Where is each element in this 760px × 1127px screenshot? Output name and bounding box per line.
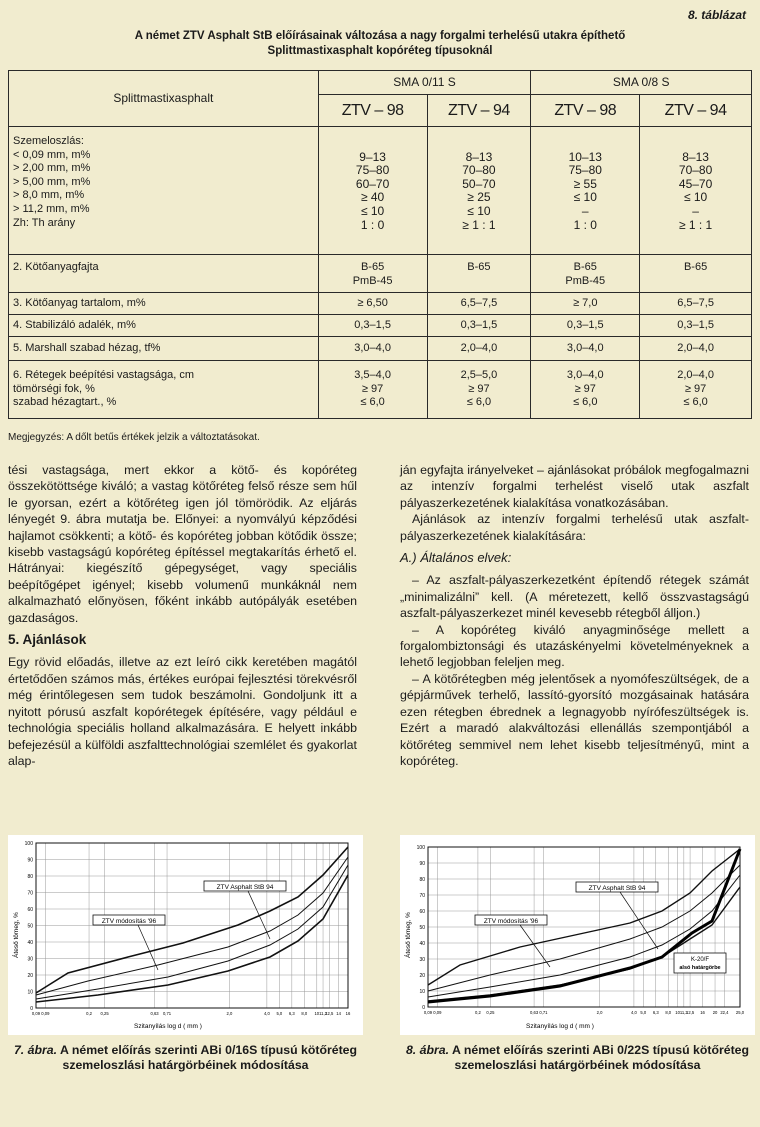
- cell-value: 3,0–4,0: [354, 341, 391, 354]
- cell-value: 75–80: [568, 163, 602, 178]
- row-label: tömörségi fok, %: [13, 382, 95, 395]
- group-header: SMA 0/11 S: [318, 71, 531, 95]
- figure-8-caption: 8. ábra. A német előírás szerinti ABi 0/22S típusú kötőréteg szemeloszlási határgörbéinek módosítása: [405, 1043, 750, 1072]
- row-label: 4. Stabilizáló adalék, m%: [13, 318, 136, 331]
- x-tick-label: 0,09: [423, 1010, 433, 1015]
- cell-value: ≥ 55: [573, 176, 597, 191]
- y-tick-label: 20: [27, 973, 33, 979]
- y-tick-label: 10: [419, 989, 425, 995]
- spec-table: [8, 70, 752, 419]
- cell-value: 3,0–4,0: [566, 341, 604, 354]
- x-tick-label: 2,0: [226, 1011, 233, 1016]
- table-row: [9, 293, 752, 315]
- y-tick-label: 70: [27, 890, 33, 897]
- cell-value: –: [692, 203, 699, 218]
- column-header: ZTV – 98: [318, 95, 427, 127]
- y-tick-label: 60: [419, 909, 425, 915]
- column-header: ZTV – 94: [640, 95, 752, 127]
- y-tick-label: 90: [419, 861, 425, 867]
- cell-value: ≤ 6,0: [683, 396, 708, 409]
- x-tick-label: 12,5: [325, 1011, 334, 1016]
- table-row: [9, 337, 752, 361]
- figure-8-chart: [400, 835, 755, 1035]
- cell-value: ≤ 10: [360, 203, 385, 218]
- paragraph: – Az aszfalt-pályaszerkezetként építendő rétegek számát „minimalizálni” kell. (A méretezett, kellő összvastagságú aszfalt-pályaszerkezet minél kevesebb rétegből álljon.): [400, 573, 749, 621]
- cell-value: 0,3–1,5: [460, 318, 498, 331]
- table-title-line2: Splittmastixasphalt kopóréteg típusoknál: [267, 45, 493, 57]
- x-tick-label: 10: [675, 1010, 680, 1015]
- cell-value: ≥ 7,0: [573, 296, 598, 309]
- x-tick-label: 5,0: [640, 1010, 647, 1015]
- cell-value: B-65: [683, 261, 708, 273]
- curve-label-94: ZTV Asphalt StB 94: [216, 884, 274, 891]
- paragraph: Ajánlások az intenzív forgalmi terhelésű utak aszfalt-pályaszerkezetének kialakítására:: [400, 512, 749, 543]
- x-tick-label: 0,2: [86, 1011, 92, 1016]
- cell-value: ≥ 97: [468, 382, 490, 395]
- cell-value: 70–80: [678, 163, 713, 178]
- y-tick-label: 30: [419, 957, 425, 963]
- x-tick-label: 8,0: [301, 1011, 308, 1016]
- cell-value: 60–70: [355, 176, 390, 191]
- y-axis-label: Áteső tömeg, %: [13, 912, 20, 958]
- cell-value: ≥ 1 : 1: [462, 217, 496, 232]
- x-tick-label: 6,3: [288, 1011, 295, 1016]
- cell-value: 6,5–7,5: [677, 296, 714, 309]
- row-label: szabad hézagtart., %: [13, 396, 117, 409]
- y-tick-label: 100: [416, 845, 425, 851]
- y-tick-label: 90: [27, 857, 33, 864]
- curve-label-k20f-sub: alsó határgörbe: [679, 965, 721, 971]
- cell-value: ≤ 10: [467, 203, 491, 218]
- row-header-cell: Splittmastixasphalt: [9, 71, 319, 127]
- x-tick-label: 0,71: [539, 1010, 548, 1015]
- y-tick-label: 20: [419, 973, 425, 979]
- row-label: Zh: Th arány: [13, 216, 76, 229]
- row-label: < 0,09 mm, m%: [13, 148, 91, 161]
- x-tick-label: 16: [345, 1011, 351, 1016]
- x-tick-label: 0,09: [41, 1011, 50, 1016]
- cell-value: B-65: [573, 261, 597, 273]
- x-axis-label: Szitanyílás log d ( mm ): [526, 1023, 594, 1030]
- x-tick-label: 20: [712, 1010, 718, 1015]
- x-tick-label: 0,09: [31, 1011, 41, 1016]
- cell-value: 70–80: [462, 163, 496, 178]
- cell-value: 8–13: [682, 149, 709, 164]
- y-tick-label: 0: [422, 1005, 425, 1011]
- row-label: Szemeloszlás:: [13, 135, 84, 147]
- x-tick-label: 2,0: [596, 1010, 603, 1015]
- y-tick-label: 30: [27, 956, 33, 963]
- section-heading: 5. Ajánlások: [8, 632, 87, 648]
- table-number: 8. táblázat: [687, 8, 746, 22]
- paragraph: tési vastagsága, mert ekkor a kötő- és kopóréteg összekötöttsége kiváló; a vastag kötőréteg felső része sem hűl le gyorsan, ezért a kötőréteg igen jól tömörödik. Az eljárás lényegét 9. ábra mutatja be. Előnyei: a nyomvályú képződési hajlamot csökkenti; a kötő- és kopóréteg jobban kötődik össze; kisebb vastagságú kopóréteg építéssel megtakarítás érhető el. Hátrányai: kiegészítő gépegységet, vagy speciális beépítőgépet igényel; kisebb volumenű munkáknál nem alkalmazható előnyösen, főként inkább autópályák esetében gazdaságos.: [8, 463, 357, 625]
- y-axis-label: Áteső tömeg, %: [405, 912, 412, 958]
- row-label: 5. Marshall szabad hézag, tf%: [13, 341, 161, 354]
- table-row: [9, 255, 752, 293]
- right-column: [400, 462, 749, 769]
- x-tick-label: 8,0: [665, 1010, 672, 1015]
- y-tick-label: 40: [419, 941, 425, 947]
- x-tick-label: 25,0: [735, 1010, 745, 1015]
- subheading: A.) Általános elvek:: [400, 550, 512, 566]
- cell-value: 75–80: [355, 163, 390, 178]
- row-label: > 5,00 mm, m%: [13, 175, 91, 188]
- x-tick-label: 0,25: [100, 1011, 109, 1016]
- figure-background: [8, 835, 363, 1035]
- cell-value: PmB-45: [565, 274, 606, 287]
- curve-label-96: ZTV módosítás '96: [483, 918, 539, 925]
- curve-label-96: ZTV módosítás '96: [101, 918, 157, 925]
- y-tick-label: 100: [24, 841, 33, 847]
- cell-value: 8–13: [465, 149, 493, 164]
- cell-value: ≥ 97: [684, 382, 707, 395]
- x-axis-label: Szitanyílás log d ( mm ): [134, 1023, 202, 1030]
- cell-value: ≥ 97: [574, 382, 596, 395]
- cell-value: 2,0–4,0: [460, 341, 498, 354]
- figure-7-chart: [8, 835, 363, 1035]
- column-header: ZTV – 94: [427, 95, 531, 127]
- left-column: [8, 462, 357, 769]
- cell-value: B-65: [467, 261, 491, 273]
- y-tick-label: 80: [27, 874, 33, 880]
- x-tick-label: 0,2: [475, 1010, 481, 1015]
- curve-label-k20f: K-20/F: [690, 957, 710, 963]
- cell-value: 45–70: [678, 176, 713, 191]
- cell-value: PmB-45: [352, 274, 393, 287]
- cell-value: 2,0–4,0: [677, 369, 714, 381]
- cell-value: ≥ 1 : 1: [678, 217, 713, 232]
- cell-value: 50–70: [462, 176, 496, 191]
- cell-value: 0,3–1,5: [677, 318, 714, 331]
- paragraph: ján egyfajta irányelveket – ajánlásokat próbálok megfogalmazni az intenzív forgalmi terhelést viselő utak aszfalt pályaszerkezetének kialakítása vonatkozásában.: [400, 463, 749, 510]
- y-tick-label: 50: [419, 925, 425, 931]
- y-tick-label: 50: [27, 923, 33, 930]
- row-label: 6. Rétegek beépítési vastagsága, cm: [13, 369, 194, 381]
- x-tick-label: 0,71: [162, 1011, 172, 1016]
- x-tick-label: 4,0: [263, 1011, 270, 1016]
- cell-value: 2,5–5,0: [460, 369, 498, 381]
- table-row: [9, 361, 752, 419]
- cell-value: ≤ 6,0: [573, 396, 598, 409]
- x-tick-label: 14: [336, 1011, 341, 1016]
- x-tick-label: 0,63: [150, 1011, 159, 1016]
- paragraph: – A kötőrétegben még jelentősek a nyomófeszültségek, de a gépjárművek terhelő, lassító-gyorsító mozgásainak hatására ezen rétegben ébrednek a legnagyobb nyírófeszültségek is. Ezért a maradó alakváltozási ellenállás szempontjából a kötőréteg semmivel nem lehet kisebb teljesítményű, mint a kopóréteg.: [400, 671, 749, 768]
- x-tick-label: 11,2: [319, 1011, 327, 1016]
- row-label: 2. Kötőanyagfajta: [13, 261, 99, 273]
- x-tick-label: 22,4: [720, 1010, 729, 1015]
- cell-value: ≥ 40: [360, 190, 385, 205]
- cell-value: 0,3–1,5: [566, 318, 604, 331]
- group-header: SMA 0/8 S: [531, 71, 752, 95]
- x-tick-label: 16: [700, 1010, 705, 1015]
- x-tick-label: 10: [314, 1011, 320, 1016]
- y-tick-label: 80: [419, 877, 425, 883]
- x-tick-label: 0,63: [530, 1010, 539, 1015]
- cell-value: ≥ 6,50: [357, 296, 388, 309]
- x-tick-label: 5,0: [276, 1011, 283, 1016]
- paragraph: – A kopóréteg kiváló anyagminősége mellett a forgalombiztonsági és utazáskényelmi követelményeknek a lehető legjobban feleljen meg.: [400, 622, 749, 670]
- paragraph: Egy rövid előadás, illetve az ezt leíró cikk keretében magától értetődően számos más, értékes európai fejlesztési törekvésről még érintőlegesen sem tudok beszámolni. Gondoljunk itt a nyitott pórusú aszfalt kopórétegek építésére, vagy például e technológia speciális holland alkalmazására. E helyett inkább befejezésül a külföldi aszfalttechnológiai szemlélet és gyakorlat alap-: [8, 655, 357, 768]
- table-row: [9, 127, 752, 255]
- cell-value: 10–13: [568, 149, 602, 164]
- curve-label-94: ZTV Asphalt StB 94: [588, 885, 646, 892]
- cell-value: 1 : 0: [360, 217, 385, 232]
- cell-value: 0,3–1,5: [354, 318, 391, 331]
- row-label: 3. Kötőanyag tartalom, m%: [13, 296, 146, 309]
- cell-value: 9–13: [359, 149, 386, 164]
- y-tick-label: 60: [27, 907, 33, 913]
- y-tick-label: 10: [27, 989, 33, 996]
- cell-value: ≥ 25: [467, 190, 491, 205]
- row-label: > 8,0 mm, m%: [13, 189, 85, 202]
- x-tick-label: 12,5: [686, 1010, 695, 1015]
- y-tick-label: 0: [30, 1006, 33, 1012]
- cell-value: ≤ 10: [573, 190, 597, 205]
- x-tick-label: 11,2: [679, 1010, 688, 1015]
- row-label: > 11,2 mm, m%: [13, 202, 90, 215]
- y-tick-label: 70: [419, 893, 425, 899]
- figure-7-caption: 7. ábra. A német előírás szerinti ABi 0/16S típusú kötőréteg szemeloszlási határgörbéinek módosítása: [13, 1043, 358, 1072]
- cell-value: ≥ 97: [361, 382, 384, 395]
- x-tick-label: 0,25: [486, 1010, 495, 1015]
- cell-value: 6,5–7,5: [460, 296, 498, 309]
- cell-value: –: [581, 203, 589, 218]
- cell-value: 3,5–4,0: [354, 369, 391, 381]
- x-tick-label: 0,09: [433, 1010, 442, 1015]
- y-tick-label: 40: [27, 940, 33, 946]
- row-label: > 2,00 mm, m%: [13, 162, 91, 175]
- cell-value: 3,0–4,0: [566, 369, 604, 381]
- cell-value: 2,0–4,0: [677, 341, 714, 354]
- table-title-line1: A német ZTV Asphalt StB előírásainak változása a nagy forgalmi terhelésű utakra építhető: [134, 30, 626, 42]
- table-note: Megjegyzés: A dőlt betűs értékek jelzik a változtatásokat.: [8, 432, 260, 443]
- cell-value: 1 : 0: [573, 217, 597, 232]
- cell-value: ≤ 6,0: [466, 396, 492, 409]
- column-header: ZTV – 98: [531, 95, 640, 127]
- cell-value: ≤ 6,0: [360, 396, 385, 409]
- x-tick-label: 4,0: [631, 1010, 637, 1015]
- x-tick-label: 6,3: [652, 1010, 659, 1015]
- cell-value: ≤ 10: [683, 190, 708, 205]
- cell-value: B-65: [360, 261, 385, 273]
- table-row: [9, 315, 752, 337]
